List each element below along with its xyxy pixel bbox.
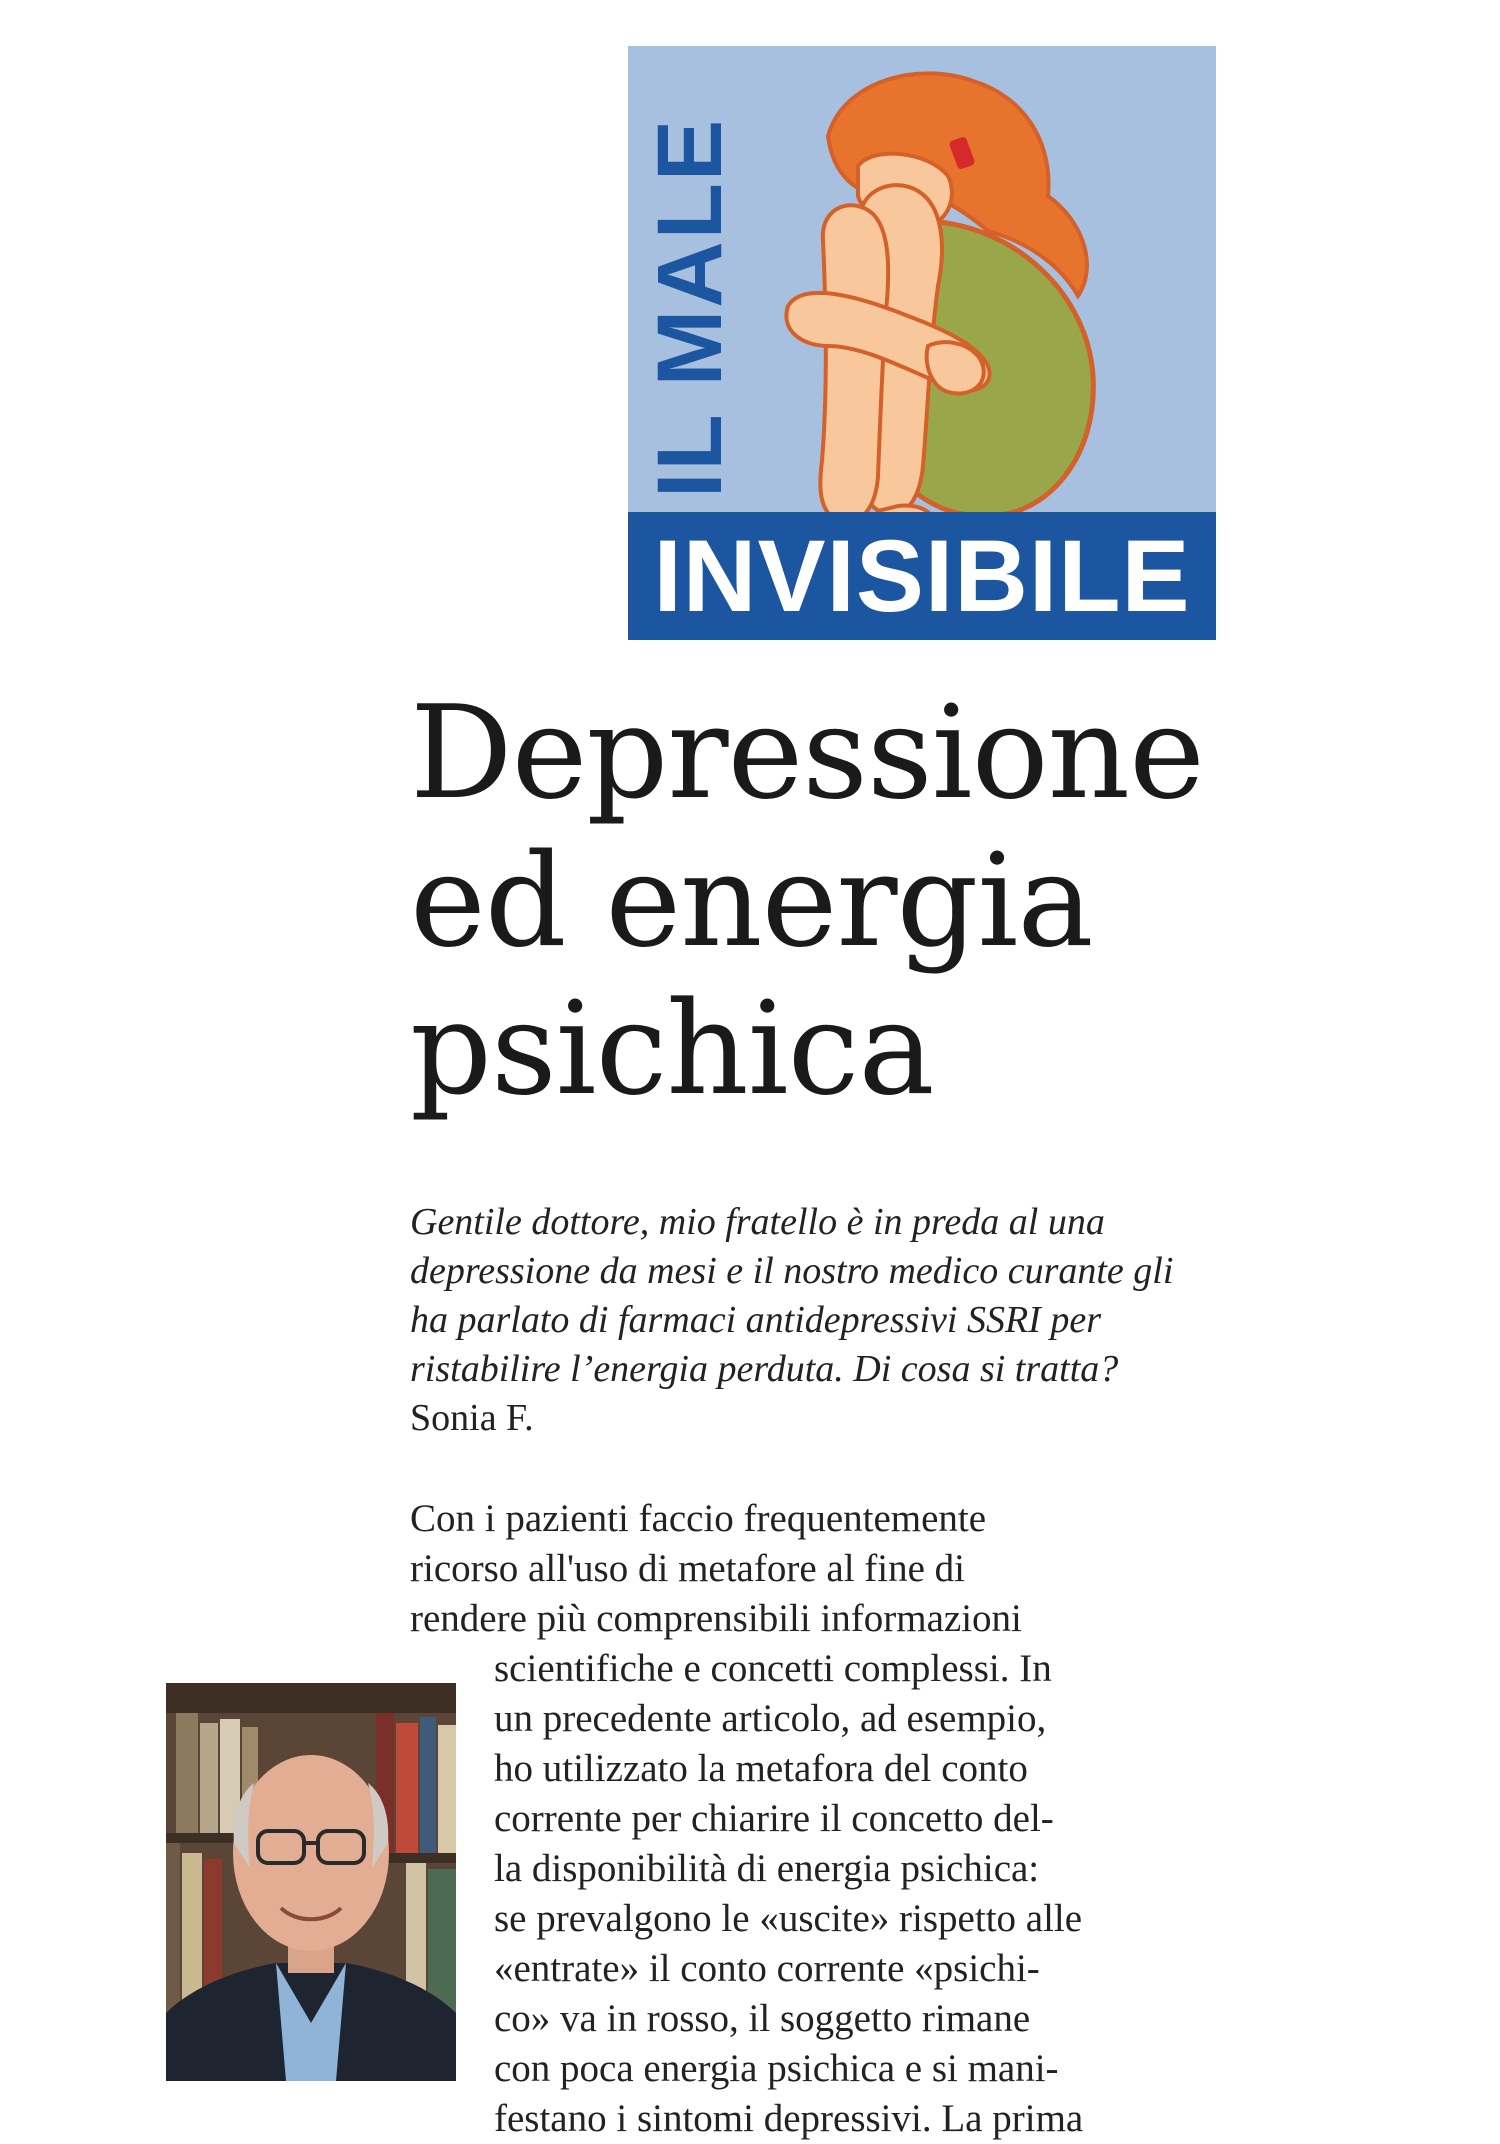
reader-letter — [410, 1198, 1210, 1443]
body-line: ho utilizzato la metafora del conto — [494, 1747, 1028, 1790]
reader-question: Gentile dottore, mio fratello è in preda al una depressione da mesi e il nostro medico curante gli ha parlato di farmaci antidepressivi SSRI per ristabilire l’energia perduta. Di cosa si tratta? — [410, 1201, 1174, 1390]
body-line: la disponibilità di energia psichica: — [494, 1847, 1040, 1890]
body-line: se prevalgono le «uscite» rispetto alle — [494, 1897, 1083, 1940]
body-line: co» va in rosso, il soggetto rimane — [494, 1997, 1031, 2040]
article-body — [410, 1494, 1230, 2144]
headline-line-2: ed energia — [410, 827, 1093, 976]
headline-line-1: Depressione — [410, 679, 1204, 828]
author-portrait — [166, 1683, 456, 2081]
body-line: «entrate» il conto corrente «psichi- — [494, 1947, 1040, 1990]
body-line: ricorso all'uso di metafore al fine di — [410, 1547, 966, 1590]
body-line: corrente per chiarire il concetto del- — [494, 1797, 1054, 1840]
headline-line-3: psichica — [410, 975, 934, 1124]
body-line: un precedente articolo, ad esempio, — [494, 1697, 1047, 1740]
body-line: festano i sintomi depressivi. La prima — [494, 2097, 1084, 2140]
reader-signature: Sonia F. — [410, 1397, 534, 1439]
logo-band-text: INVISIBILE — [653, 519, 1191, 633]
article-headline — [410, 680, 1470, 1124]
body-line: scientifiche e concetti complessi. In — [494, 1647, 1052, 1690]
body-line: rendere più comprensibili informazioni — [410, 1597, 1022, 1640]
author-photo — [166, 1683, 456, 2081]
body-line: Con i pazienti faccio frequentemente — [410, 1497, 987, 1540]
body-line: con poca energia psichica e si mani- — [494, 2047, 1059, 2090]
logo-vertical-text: IL MALE — [639, 117, 741, 498]
column-logo — [628, 46, 1216, 640]
logo-band — [628, 512, 1216, 640]
